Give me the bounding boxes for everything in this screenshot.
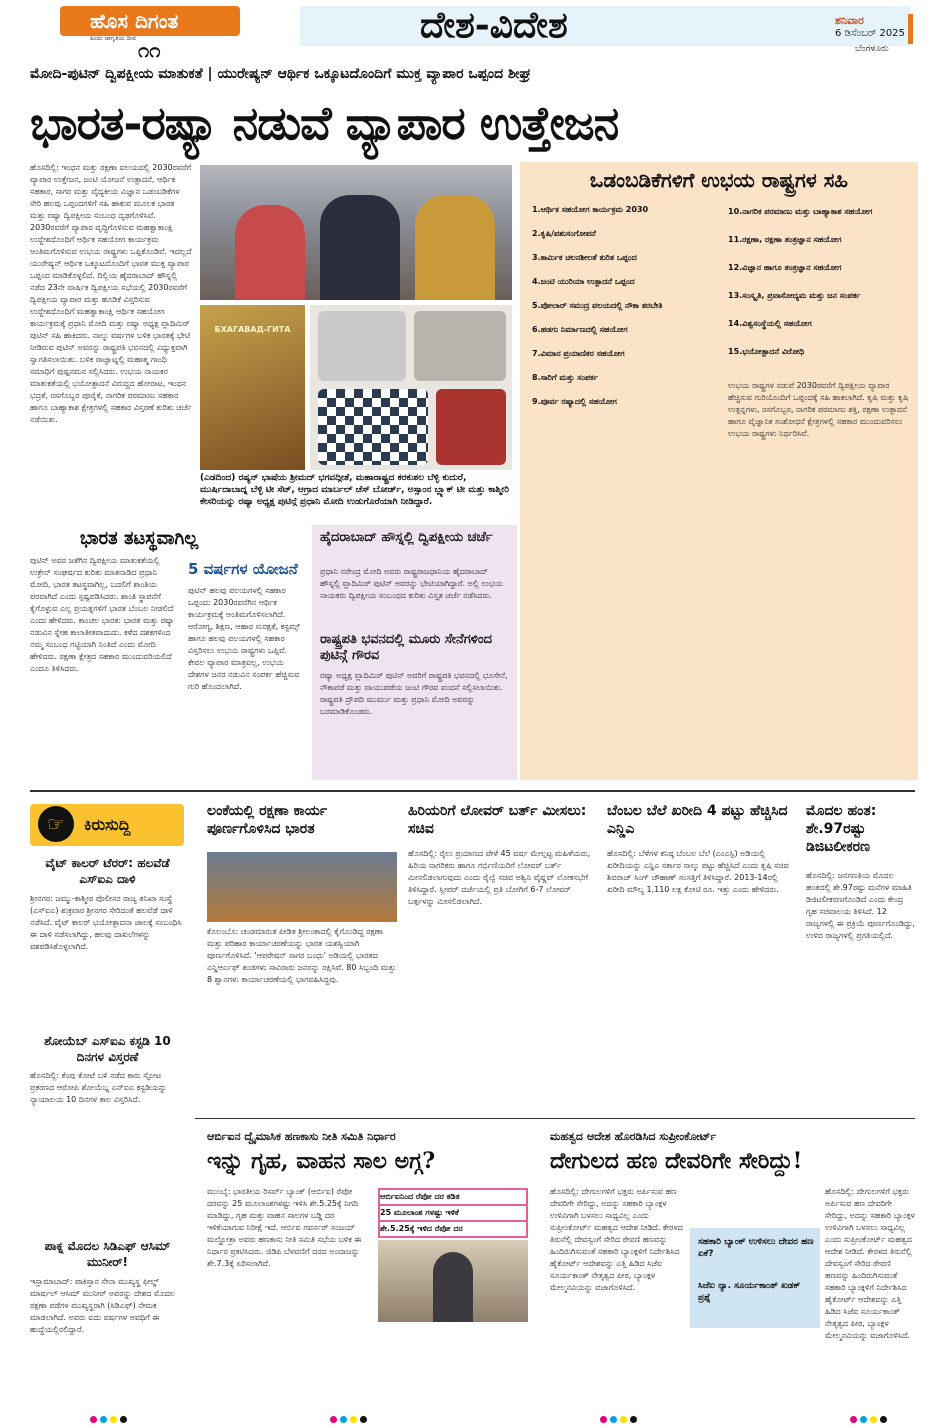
agreements-title: ಒಡಂಬಡಿಕೆಗಳಿಗೆ ಉಭಯ ರಾಷ್ಟ್ರಗಳ ಸಹಿ (589, 168, 849, 192)
agreement-item: 8.ಸಾರಿಗೆ ಮತ್ತು ಸಂಪರ್ಕ (532, 373, 598, 382)
figure-left (235, 205, 305, 300)
rbi-body: ಮುಂಬೈ: ಭಾರತೀಯ ರಿಸರ್ವ್ ಬ್ಯಾಂಕ್ (ಆರ್ಬಿಐ) ರೆಪೋ ದರವನ್ನು 25 ಮೂಲಾಂಶಗಳಷ್ಟು ಇಳಿಸಿ ಶೇ.5.25ಕ್ಕೆ ನಿಗದಿ ಮಾಡಿದ್ದು, ಗೃಹ ಮತ್ತು ವಾಹನ ಸಾಲಗಳ ಬಡ್ಡಿ ದರ ಇಳಿಕೆಯಾಗುವ ನಿರೀಕ್ಷೆ ಇದೆ. ಆರ್ಬಿಐ ಗವರ್ನರ್ ಸಂಜಯ್ ಮಲ್ಹೋತ್ರಾ ಅವರು ಹಣಕಾಸು ನೀತಿ ಸಮಿತಿ ಸಭೆಯ ಬಳಿಕ ಈ ನಿರ್ಧಾರ ಪ್ರಕಟಿಸಿದರು. ಜಿಡಿಪಿ ಬೆಳವಣಿಗೆ ದರದ ಅಂದಾಜನ್ನು ಶೇ.7.3ಕ್ಕೆ ಏರಿಸಲಾಗಿದೆ. (207, 1187, 362, 1268)
agreement-item: 14.ವಿಶ್ವಸಂಸ್ಥೆಯಲ್ಲಿ ಸಹಯೋಗ (728, 319, 812, 328)
court-headline: ದೇಗುಲದ ಹಣ ದೇವರಿಗೇ ಸೇರಿದ್ದು! (550, 1148, 803, 1174)
agreement-item: 3.ಕಾರ್ಮಿಕ ಚಲನಶೀಲತೆ ಕುರಿತ ಒಪ್ಪಂದ (532, 253, 637, 262)
neutral-body: ಪುಟಿನ್ ಅವರ ಜತೆಗಿನ ದ್ವಿಪಕ್ಷೀಯ ಮಾತುಕತೆಯಲ್ಲಿ ಉಕ್ರೇನ್ ಸಂಘರ್ಷದ ಕುರಿತು ಮಾತನಾಡಿದ ಪ್ರಧಾನಿ ಮೋದಿ, ಭಾರತ ತಟಸ್ಥವಾಗಿಲ್ಲ, ಬದಲಿಗೆ ಶಾಂತಿಯ ಪರವಾಗಿದೆ ಎಂದು ಸ್ಪಷ್ಟಪಡಿಸಿದರು. ಶಾಂತಿ ಸ್ಥಾಪನೆಗೆ ಕೈಗೊಳ್ಳುವ ಎಲ್ಲ ಪ್ರಯತ್ನಗಳಿಗೆ ಭಾರತ ಬೆಂಬಲ ನೀಡಲಿದೆ ಎಂದು ಹೇಳಿದರು. ಕಾಂಚಲ ಭಾರತ: ಭಾರತ ಮತ್ತು ರಷ್ಯಾ ನಡುವಿನ ಸ್ನೇಹ ಕಾಲಾತೀತವಾದುದು. ಕಳೆದ ದಶಕಗಳಿಂದ ನಮ್ಮ ಸಂಬಂಧ ಗಟ್ಟಿಯಾಗಿ ನಿಂತಿದೆ ಎಂದು ಮೋದಿ ಹೇಳಿದರು. ರಕ್ಷಣಾ ಕ್ಷೇತ್ರದ ಸಹಕಾರ ಮುಂದುವರಿಯಲಿದೆ ಎಂದೂ ತಿಳಿಸಿದರು. (30, 556, 175, 673)
agreement-item: 11.ರಕ್ಷಣಾ, ರಕ್ಷಣಾ ತಂತ್ರಜ್ಞಾನ ಸಹಯೋಗ (728, 235, 842, 244)
agreement-item: 5.ಪೋಲಾರ್ ಸಮುದ್ರ ವಲಯದಲ್ಲಿ ನೌಕಾ ತರಬೇತಿ (532, 301, 663, 310)
leaders-photo (200, 165, 512, 300)
agreement-item: 10.ನಾಗರಿಕ ಪರಮಾಣು ಮತ್ತು ಬಾಹ್ಯಾಕಾಶ ಸಹಯೋಗ (728, 207, 873, 216)
chess-board (318, 389, 428, 465)
section-band (300, 6, 910, 46)
figure-center (320, 195, 400, 300)
divider (195, 1118, 915, 1119)
story-body: ಕೊಲಂಬೊ: ಚಂಡಮಾರುತ ಪೀಡಿತ ಶ್ರೀಲಂಕಾದಲ್ಲಿ ಕೈಗೊಂಡಿದ್ದ ರಕ್ಷಣಾ ಮತ್ತು ಪರಿಹಾರ ಕಾರ್ಯಾಚರಣೆಯನ್ನು ಭಾರತ ಯಶಸ್ವಿಯಾಗಿ ಪೂರ್ಣಗೊಳಿಸಿದೆ. 'ಆಪರೇಷನ್ ಸಾಗರ ಬಂಧು' ಅಡಿಯಲ್ಲಿ ಭಾರತದ ಎನ್ಡಿಆರ್ಎಫ್ ತಂಡಗಳು ಸಾವಿರಾರು ಜನರನ್ನು ರಕ್ಷಿಸಿವೆ. 80 ಸಿಬ್ಬಂದಿ ಮತ್ತು 8 ಶ್ವಾನಗಳು ಕಾರ್ಯಾಚರಣೆಯಲ್ಲಿ ಭಾಗವಹಿಸಿದ್ದವು. (207, 927, 396, 984)
hyderabad-body: ಪ್ರಧಾನಿ ನರೇಂದ್ರ ಮೋದಿ ಅವರು ರಾಷ್ಟ್ರರಾಜಧಾನಿಯ ಹೈದರಾಬಾದ್ ಹೌಸ್ನಲ್ಲಿ ವ್ಲಾದಿಮಿರ್ ಪುಟಿನ್ ಅವರನ್ನು ಭೇಟಿಯಾಗಿದ್ದಾರೆ. ಅಲ್ಲಿ ಉಭಯ ನಾಯಕರು ದ್ವಿಪಕ್ಷೀಯ ಸಂಬಂಧದ ಕುರಿತು ವಿಸ್ತೃತ ಚರ್ಚೆ ನಡೆಸಿದರು. (320, 567, 503, 600)
agreements-body: ಉಭಯ ರಾಷ್ಟ್ರಗಳ ನಡುವೆ 2030ರವರೆಗೆ ದ್ವಿಪಕ್ಷೀಯ ವ್ಯಾಪಾರ ಹೆಚ್ಚಿಸುವ ಗುರಿಯೊಂದಿಗೆ ಒಪ್ಪಂದಕ್ಕೆ ಸಹಿ ಹಾಕಲಾಗಿದೆ. ಕೃಷಿ ಮತ್ತು ಕೃಷಿ ಉತ್ಪನ್ನಗಳು, ರಸಗೊಬ್ಬರ, ನಾಗರಿಕ ಪರಮಾಣು ಶಕ್ತಿ, ರಕ್ಷಣಾ ಉತ್ಪಾದನೆ ಹಾಗೂ ವೈಜ್ಞಾನಿಕ ಸಂಶೋಧನೆ ಕ್ಷೇತ್ರಗಳಲ್ಲಿ ಸಹಕಾರ ಮುಂದುವರಿಸಲು ಉಭಯ ರಾಷ್ಟ್ರಗಳು ನಿರ್ಧರಿಸಿವೆ. (728, 381, 909, 438)
silver-horse (318, 311, 406, 381)
court-kicker: ಮಹತ್ವದ ಆದೇಶ ಹೊರಡಿಸಿದ ಸುಪ್ರೀಂಕೋರ್ಟ್ (550, 1130, 717, 1143)
court-body-2: ಹೊಸದಿಲ್ಲಿ: ದೇಗುಲಗಳಿಗೆ ಭಕ್ತರು ಅರ್ಪಿಸುವ ಹಣ ದೇವರಿಗೇ ಸೇರಿದ್ದು, ಅದನ್ನು ಸಹಕಾರಿ ಬ್ಯಾಂಕ್ಗಳ ಉಳಿವಿಗಾಗಿ ಬಳಸಲು ಸಾಧ್ಯವಿಲ್ಲ ಎಂದು ಸುಪ್ರೀಂಕೋರ್ಟ್ ಮಹತ್ವದ ಆದೇಶ ನೀಡಿದೆ. ಕೇರಳದ ತಿರುನೆಲ್ಲಿ ದೇವಸ್ವಂಗೆ ಸೇರಿದ ಠೇವಣಿ ಹಣವನ್ನು ಹಿಂದಿರುಗಿಸುವಂತೆ ಸಹಕಾರಿ ಬ್ಯಾಂಕ್ಗಳಿಗೆ ನಿರ್ದೇಶಿಸಿದ ಹೈಕೋರ್ಟ್ ಆದೇಶವನ್ನು ಎತ್ತಿ ಹಿಡಿದ ಸಿಜೆಐ ಸೂರ್ಯಕಾಂತ್ ನೇತೃತ್ವದ ಪೀಠ, ಬ್ಯಾಂಕ್ಗಳ ಮೇಲ್ಮನವಿಯನ್ನು ವಜಾಗೊಳಿಸಿದೆ. (825, 1187, 915, 1340)
plan-title: 5 ವರ್ಷಗಳ ಯೋಜನೆ (188, 560, 298, 578)
agreement-item: 7.ವಿಮಾನ ಪ್ರಯಾಣಿಕರ ಸಹಯೋಗ (532, 349, 625, 358)
rbi-highlight: ಶೇ.5.25ಕ್ಕೆ ಇಳಿದ ರೆಪೋ ದರ (380, 1222, 526, 1236)
city: ಬೆಂಗಳೂರು (855, 44, 889, 54)
story-body: ಹೊಸದಿಲ್ಲಿ: ಜನಗಣತಿಯ ಮೊದಲ ಹಂತದಲ್ಲಿ ಶೇ.97ರಷ್ಟು ಮನೆಗಳ ಮಾಹಿತಿ ಡಿಜಿಟಲೀಕರಣಗೊಂಡಿದೆ ಎಂದು ಕೇಂದ್ರ ಗೃಹ ಸಚಿವಾಲಯ ತಿಳಿಸಿದೆ. 12 ರಾಜ್ಯಗಳಲ್ಲಿ ಈ ಪ್ರಕ್ರಿಯೆ ಪೂರ್ಣಗೊಂಡಿದ್ದು, ಉಳಿದ ರಾಜ್ಯಗಳಲ್ಲಿ ಪ್ರಗತಿಯಲ್ಲಿದೆ. (806, 871, 916, 940)
brief-body: ಶ್ರೀನಗರ: ಜಮ್ಮು-ಕಾಶ್ಮೀರ ಪೊಲೀಸರ ರಾಜ್ಯ ತನಿಖಾ ಸಂಸ್ಥೆ (ಎಸ್ಐಎ) ಶುಕ್ರವಾರ ಶ್ರೀನಗರ ಸೇರಿದಂತೆ ಹಲವೆಡೆ ದಾಳಿ ನಡೆಸಿದೆ. ವೈಟ್ ಕಾಲರ್ ಭಯೋತ್ಪಾದನಾ ಜಾಲಕ್ಕೆ ಸಂಬಂಧಿಸಿ ಈ ದಾಳಿ ನಡೆಸಲಾಗಿದ್ದು, ಹಲವು ದಾಖಲೆಗಳನ್ನು ವಶಪಡಿಸಿಕೊಳ್ಳಲಾಗಿದೆ. (30, 894, 182, 951)
page-number: ೧೧ (138, 38, 161, 62)
story-title: ಬೆಂಬಲ ಬೆಲೆ ಖರೀದಿ 4 ಪಟ್ಟು ಹೆಚ್ಚಿಸಿದ ಎನ್ಡಿಎ (607, 803, 788, 837)
court-highlight: ಸಹಕಾರಿ ಬ್ಯಾಂಕ್ ಉಳಿಸಲು ದೇವರ ಹಣ ಏಕೆ? (698, 1237, 814, 1259)
brief-title: ಪಾಕ್ನ ಮೊದಲ ಸಿಡಿಎಫ್ ಆಸಿಮ್ ಮುನೀರ್! (44, 1239, 171, 1269)
lead-headline: ಭಾರತ-ರಷ್ಯಾ ನಡುವೆ ವ್ಯಾಪಾರ ಉತ್ತೇಜನ (30, 96, 619, 150)
rbi-headline: ಇನ್ನು ಗೃಹ, ವಾಹನ ಸಾಲ ಅಗ್ಗ? (207, 1148, 436, 1174)
photo-caption: (ಎಡದಿಂದ) ರಷ್ಯನ್ ಭಾಷೆಯ ಶ್ರೀಮದ್ ಭಗವದ್ಗೀತೆ, ಮಹಾರಾಷ್ಟ್ರದ ಕರಕುಶಲ ಬೆಳ್ಳಿ ಕುದುರೆ, ಮುರ್ಷಿದಾಬಾದ್ನ ಬೆಳ್ಳಿ ಟೀ ಸೆಟ್, ಆಗ್ರಾದ ಮಾರ್ಬಲ್ ಚೆಸ್ ಬೋರ್ಡ್, ಅಸ್ಸಾಂನ ಬ್ಲ್ಯಾಕ್ ಟೀ ಮತ್ತು ಕಾಶ್ಮೀರಿ ಕೇಸರಿಯನ್ನು ರಷ್ಯಾ ಅಧ್ಯಕ್ಷ ಪುಟಿನ್ಗೆ ಪ್ರಧಾನಿ ಮೋದಿ ಉಡುಗೊರೆಯಾಗಿ ನೀಡಿದ್ದಾರೆ. (200, 473, 510, 507)
brief-label: ಕಿರುಸುದ್ದಿ (84, 815, 131, 834)
brief-title: ಶೋಯೆಬ್ ಎಸ್ಐಎ ಕಸ್ಟಡಿ 10 ದಿನಗಳ ವಿಸ್ತರಣೆ (44, 1034, 171, 1064)
tea-set (414, 311, 506, 381)
brief-body: ಇಸ್ಲಾಮಾಬಾದ್: ಪಾಕಿಸ್ತಾನ ಸೇನಾ ಮುಖ್ಯಸ್ಥ ಫೀಲ್ಡ್ ಮಾರ್ಷಲ್ ಆಸಿಮ್ ಮುನೀರ್ ಅವರನ್ನು ದೇಶದ ಮೊದಲ ರಕ್ಷಣಾ ಪಡೆಗಳ ಮುಖ್ಯಸ್ಥರಾಗಿ (ಸಿಡಿಎಫ್) ನೇಮಕ ಮಾಡಲಾಗಿದೆ. ಅವರು ಐದು ವರ್ಷಗಳ ಅವಧಿಗೆ ಈ ಹುದ್ದೆಯಲ್ಲಿರಲಿದ್ದಾರೆ. (30, 1277, 175, 1334)
agreement-item: 4.ಜಂಟಿ ಯುರಿಯಾ ಉತ್ಪಾದನೆ ಒಪ್ಪಂದ (532, 277, 635, 286)
rbi-highlight: 25 ಮೂಲಾಂಶ ಗಳಷ್ಟು ಇಳಿಕೆ (380, 1206, 526, 1220)
agreement-item: 2.ಕೃಷಿ/ಪಶುಸಂಗೋಪನೆ (532, 229, 596, 238)
logo-tagline: ಹಿಂದು ಜಾಗೃತಿಯ ದೀಪ (90, 35, 136, 42)
agreement-item: 1.ಆರ್ಥಿಕ ಸಹಯೋಗ ಕಾರ್ಯಕ್ರಮ 2030 (532, 205, 649, 214)
rbi-highlight: ಆರ್ಬಿಐನಿಂದ ರೆಪೋ ದರ ಕಡಿತ (380, 1190, 526, 1204)
agreement-item: 6.ಹಡಗು ನಿರ್ಮಾಣದಲ್ಲಿ ಸಹಯೋಗ (532, 325, 628, 334)
agreement-item: 15.ಭಯೋತ್ಪಾದನೆ ವಿರೋಧಿ (728, 347, 805, 356)
newspaper-logo: ಹೊಸ ದಿಗಂತ (60, 6, 240, 36)
governor-figure (433, 1252, 473, 1322)
gita-book-photo (200, 305, 305, 470)
honour-body: ರಷ್ಯಾ ಅಧ್ಯಕ್ಷ ವ್ಲಾದಿಮಿರ್ ಪುಟಿನ್ ಅವರಿಗೆ ರಾಷ್ಟ್ರಪತಿ ಭವನದಲ್ಲಿ ಭೂಸೇನೆ, ನೌಕಾಪಡೆ ಮತ್ತು ವಾಯುಪಡೆಯ ಜಂಟಿ ಗೌರವ ವಂದನೆ ಸಲ್ಲಿಸಲಾಯಿತು. ರಾಷ್ಟ್ರಪತಿ ದ್ರೌಪದಿ ಮುರ್ಮು ಮತ್ತು ಪ್ರಧಾನಿ ಮೋದಿ ಅವರನ್ನು ಬರಮಾಡಿಕೊಂಡರು. (320, 671, 508, 716)
story-title: ಲಂಕೆಯಲ್ಲಿ ರಕ್ಷಣಾ ಕಾರ್ಯ ಪೂರ್ಣಗೊಳಿಸಿದ ಭಾರತ (207, 803, 328, 837)
figure-right (415, 195, 495, 300)
gifts-photo (310, 305, 512, 470)
agreement-item: 13.ಸಂಸ್ಕೃತಿ, ಪ್ರವಾಸೋದ್ಯಮ ಮತ್ತು ಜನ ಸಂಪರ್ಕ (728, 291, 861, 300)
agreements-list-2 (728, 198, 913, 366)
agreement-item: 9.ಪೂರ್ವ ರಷ್ಯಾದಲ್ಲಿ ಸಹಯೋಗ (532, 397, 617, 406)
court-highlight: ಸಿಜೆಐ ನ್ಯಾ. ಸೂರ್ಯಕಾಂತ್ ಖಡಕ್ ಪ್ರಶ್ನೆ (698, 1281, 801, 1303)
plan-body: ಪುಟಿನ್ ಹಲವು ವಲಯಗಳಲ್ಲಿ ಸಹಕಾರ ಒಪ್ಪಂದ: 2030ರವರೆಗಿನ ಆರ್ಥಿಕ ಕಾರ್ಯಕ್ರಮಕ್ಕೆ ಅಂತಿಮಗೊಳಿಸಲಾಗಿದೆ. ಆರೋಗ್ಯ, ಶಿಕ್ಷಣ, ಆಹಾರ ಸುರಕ್ಷತೆ, ಕಸ್ಟಮ್ಸ್ ಹಾಗೂ ಹಲವು ವಲಯಗಳಲ್ಲಿ ಸಹಕಾರ ವಿಸ್ತರಿಸಲು ಉಭಯ ರಾಷ್ಟ್ರಗಳು ಒಪ್ಪಿವೆ. ಕೇವಲ ವ್ಯಾಪಾರ ಮಾತ್ರವಲ್ಲ, ಉಭಯ ದೇಶಗಳ ಜನರ ನಡುವಿನ ಸಂಪರ್ಕ ಹೆಚ್ಚಿಸುವ ಗುರಿ ಹೊಂದಲಾಗಿದೆ. (188, 586, 301, 691)
hyderabad-title: ಹೈದರಾಬಾದ್ ಹೌಸ್ನಲ್ಲಿ ದ್ವಿಪಕ್ಷೀಯ ಚರ್ಚೆ (320, 530, 493, 545)
honour-title: ರಾಷ್ಟ್ರಪತಿ ಭವನದಲ್ಲಿ ಮೂರು ಸೇನೆಗಳಿಂದ ಪುಟಿನ್ಗೆ ಗೌರವ (320, 632, 492, 663)
agreement-item: 12.ವಿಜ್ಞಾನ ಹಾಗೂ ತಂತ್ರಜ್ಞಾನ ಸಹಯೋಗ (728, 263, 842, 272)
weekday: ಶನಿವಾರ (835, 14, 864, 27)
court-body: ಹೊಸದಿಲ್ಲಿ: ದೇಗುಲಗಳಿಗೆ ಭಕ್ತರು ಅರ್ಪಿಸುವ ಹಣ ದೇವರಿಗೇ ಸೇರಿದ್ದು, ಅದನ್ನು ಸಹಕಾರಿ ಬ್ಯಾಂಕ್ಗಳ ಉಳಿವಿಗಾಗಿ ಬಳಸಲು ಸಾಧ್ಯವಿಲ್ಲ ಎಂದು ಸುಪ್ರೀಂಕೋರ್ಟ್ ಮಹತ್ವದ ಆದೇಶ ನೀಡಿದೆ. ಕೇರಳದ ತಿರುನೆಲ್ಲಿ ದೇವಸ್ವಂಗೆ ಸೇರಿದ ಠೇವಣಿ ಹಣವನ್ನು ಹಿಂದಿರುಗಿಸುವಂತೆ ಸಹಕಾರಿ ಬ್ಯಾಂಕ್ಗಳಿಗೆ ನಿರ್ದೇಶಿಸಿದ ಹೈಕೋರ್ಟ್ ಆದೇಶವನ್ನು ಎತ್ತಿ ಹಿಡಿದ ಸಿಜೆಐ ಸೂರ್ಯಕಾಂತ್ ನೇತೃತ್ವದ ಪೀಠ, ಬ್ಯಾಂಕ್ಗಳ ಮೇಲ್ಮನವಿಯನ್ನು ವಜಾಗೊಳಿಸಿದೆ. (550, 1187, 683, 1292)
divider (30, 790, 915, 792)
brief-title: ವೈಟ್ ಕಾಲರ್ ಟೆರರ್: ಹಲವೆಡೆ ಎಸ್ಐಎ ದಾಳಿ (45, 856, 170, 886)
story-title: ಹಿರಿಯರಿಗೆ ಲೋವರ್ ಬರ್ತ್ ಮೀಸಲು: ಸಚಿವ (408, 803, 587, 837)
gita-cover-title: БХАГАВАД-ГИТА (214, 325, 291, 334)
section-title: ದೇಶ-ವಿದೇಶ (420, 4, 568, 46)
lead-body: ಹೊಸದಿಲ್ಲಿ: ಇಂಧನ ಮತ್ತು ರಕ್ಷಣಾ ವಲಯದಲ್ಲಿ 2030ರವರೆಗೆ ವ್ಯಾಪಾರ ಉತ್ತೇಜನ, ಜಂಟಿ ಯೋಜನೆ ಉತ್ಪಾದನೆ, ಆರ್ಥಿಕ ಸಹಕಾರ, ಸಾಗರ ಮತ್ತು ವೈದ್ಯಕೀಯ ವಿಜ್ಞಾನ ಒಡಂಬಡಿಕೆಗಳ ಸೇರಿ ಹಲವು ಒಪ್ಪಂದಗಳಿಗೆ ಸಹಿ ಹಾಕುವ ಮೂಲಕ ಭಾರತ ಮತ್ತು ರಷ್ಯಾ ದ್ವಿಪಕ್ಷೀಯ ಸಂಬಂಧ ದೃಢಗೊಳಿಸಿವೆ. 2030ರವರೆಗೆ ವ್ಯಾಪಾರ ವೃದ್ಧಿಗೊಳಿಸುವ ಮಹತ್ವಾಕಾಂಕ್ಷಿ ಉದ್ದೇಶದೊಂದಿಗೆ ಆರ್ಥಿಕ ಸಹಯೋಗ ಕಾರ್ಯಕ್ರಮ ಅಂತಿಮಗೊಳಿಸುವ ಉಭಯ ರಾಷ್ಟ್ರಗಳು ಒಪ್ಪಿಕೊಂಡಿವೆ. ಇದಲ್ಲದೆ ಯುರೇಷ್ಯನ್ ಆರ್ಥಿಕ ಒಕ್ಕೂಟದೊಂದಿಗೆ ಭಾರತ ಮುಕ್ತ ವ್ಯಾಪಾರ ಒಪ್ಪಂದ ಮಾಡಿಕೊಳ್ಳಲಿದೆ. ದಿಲ್ಲಿಯ ಹೈದರಾಬಾದ್ ಹೌಸ್ನಲ್ಲಿ ನಡೆದ 23ನೇ ವಾರ್ಷಿಕ ದ್ವಿಪಕ್ಷೀಯ ಸಭೆಯಲ್ಲಿ 2030ರವರೆಗೆ ದ್ವಿಪಕ್ಷೀಯ ವ್ಯಾಪಾರ ಮತ್ತು ಹೂಡಿಕೆ ವಿಸ್ತರಿಸುವ ಉದ್ದೇಶದೊಂದಿಗೆ ಮಹತ್ವಾಕಾಂಕ್ಷಿ ಆರ್ಥಿಕ ಸಹಯೋಗ ಕಾರ್ಯಕ್ರಮಕ್ಕೆ ಪ್ರಧಾನಿ ಮೋದಿ ಮತ್ತು ರಷ್ಯಾ ಅಧ್ಯಕ್ಷ ವ್ಲಾದಿಮಿರ್ ಪುಟಿನ್ ಸಹಿ ಹಾಕಿದರು. ನಾಲ್ಕು ವರ್ಷಗಳ ಬಳಿಕ ಭಾರತಕ್ಕೆ ಭೇಟಿ ನೀಡಿರುವ ಪುಟಿನ್ ಅವರನ್ನು ರಾಷ್ಟ್ರಪತಿ ಭವನದಲ್ಲಿ ವಿಧ್ಯುಕ್ತವಾಗಿ ಸ್ವಾಗತಿಸಲಾಯಿತು. ಬಳಿಕ ರಾಜ್ಘಾಟ್ನಲ್ಲಿ ಮಹಾತ್ಮ ಗಾಂಧಿ ಸಮಾಧಿಗೆ ಪುಷ್ಪನಮನ ಸಲ್ಲಿಸಿದರು. ಉಭಯ ನಾಯಕರ ಮಾತುಕತೆಯಲ್ಲಿ ಭಯೋತ್ಪಾದನೆ ವಿರುದ್ಧದ ಹೋರಾಟ, ಇಂಧನ ಭದ್ರತೆ, ರಸಗೊಬ್ಬರ ಪೂರೈಕೆ, ನಾಗರಿಕ ಪರಮಾಣು ಸಹಕಾರ ಹಾಗೂ ಬಾಹ್ಯಾಕಾಶ ಕ್ಷೇತ್ರಗಳಲ್ಲಿ ಸಹಕಾರ ವಿಸ್ತರಣೆ ಕುರಿತು ಚರ್ಚೆ ನಡೆಯಿತು. (30, 163, 192, 424)
brief-body: ಹೊಸದಿಲ್ಲಿ: ಕೆಂಪು ಕೋಟೆ ಬಳಿ ನಡೆದ ಕಾರು ಸ್ಫೋಟ ಪ್ರಕರಣದ ಆರೋಪಿ ಶೋಯೆಬ್ನ ಎನ್ಐಎ ಕಸ್ಟಡಿಯನ್ನು ನ್ಯಾಯಾಲಯ 10 ದಿನಗಳ ಕಾಲ ವಿಸ್ತರಿಸಿದೆ. (30, 1071, 167, 1104)
neutral-title: ಭಾರತ ತಟಸ್ಥವಾಗಿಲ್ಲ (80, 528, 199, 549)
story-title: ಮೊದಲ ಹಂತ: ಶೇ.97ರಷ್ಟು ಡಿಜಿಟಲೀಕರಣ (806, 803, 877, 855)
rescue-team-photo (207, 852, 397, 922)
date: 6 ಡಿಸೆಂಬರ್ 2025 (835, 28, 905, 39)
rbi-governor-photo (378, 1240, 528, 1322)
story-body: ಹೊಸದಿಲ್ಲಿ: ರೈಲು ಪ್ರಯಾಣದ ವೇಳೆ 45 ವರ್ಷ ಮೇಲ್ಪಟ್ಟ ಮಹಿಳೆಯರು, ಹಿರಿಯ ನಾಗರಿಕರು ಹಾಗೂ ಗರ್ಭಿಣಿಯರಿಗೆ ಲೋವರ್ ಬರ್ತ್ ಮೀಸಲಿಡಲಾಗುವುದು ಎಂದು ರೈಲ್ವೆ ಸಚಿವ ಅಶ್ವಿನಿ ವೈಷ್ಣವ್ ಲೋಕಸಭೆಗೆ ತಿಳಿಸಿದ್ದಾರೆ. ಸ್ಲೀಪರ್ ದರ್ಜೆಯಲ್ಲಿ ಪ್ರತಿ ಬೋಗಿಗೆ 6-7 ಲೋವರ್ ಬರ್ತ್ಗಳನ್ನು ಮೀಸಲಿಡಲಾಗಿದೆ. (408, 849, 591, 906)
saffron-box (436, 389, 506, 465)
lead-kicker: ಮೋದಿ-ಪುಟಿನ್ ದ್ವಿಪಕ್ಷೀಯ ಮಾತುಕತೆ | ಯುರೇಷ್ಯನ್ ಆರ್ಥಿಕ ಒಕ್ಕೂಟದೊಂದಿಗೆ ಮುಕ್ತ ವ್ಯಾಪಾರ ಒಪ್ಪಂದ ಶೀಘ್ರ (30, 66, 531, 82)
rbi-kicker: ಆರ್ಬಿಐನ ದ್ವೈಮಾಸಿಕ ಹಣಕಾಸು ನೀತಿ ಸಮಿತಿ ನಿರ್ಧಾರ (207, 1130, 396, 1143)
agreements-list (532, 198, 717, 414)
pointing-hand-icon: ☞ (38, 806, 74, 842)
accent-bar (908, 14, 913, 44)
story-body: ಹೊಸದಿಲ್ಲಿ: ಬೆಳೆಗಳ ಕನಿಷ್ಠ ಬೆಂಬಲ ಬೆಲೆ (ಎಂಎಸ್ಪಿ) ಅಡಿಯಲ್ಲಿ ಖರೀದಿಯನ್ನು ಎನ್ಡಿಎ ಸರ್ಕಾರ ನಾಲ್ಕು ಪಟ್ಟು ಹೆಚ್ಚಿಸಿದೆ ಎಂದು ಕೃಷಿ ಸಚಿವ ಶಿವರಾಜ್ ಸಿಂಗ್ ಚೌಹಾಣ್ ಸಂಸತ್ತಿಗೆ ತಿಳಿಸಿದ್ದಾರೆ. 2013-14ರಲ್ಲಿ ಖರೀದಿ ಮೌಲ್ಯ 1,110 ಲಕ್ಷ ಕೋಟಿ ರೂ. ಇತ್ತು ಎಂದು ಹೇಳಿದರು. (607, 849, 789, 894)
